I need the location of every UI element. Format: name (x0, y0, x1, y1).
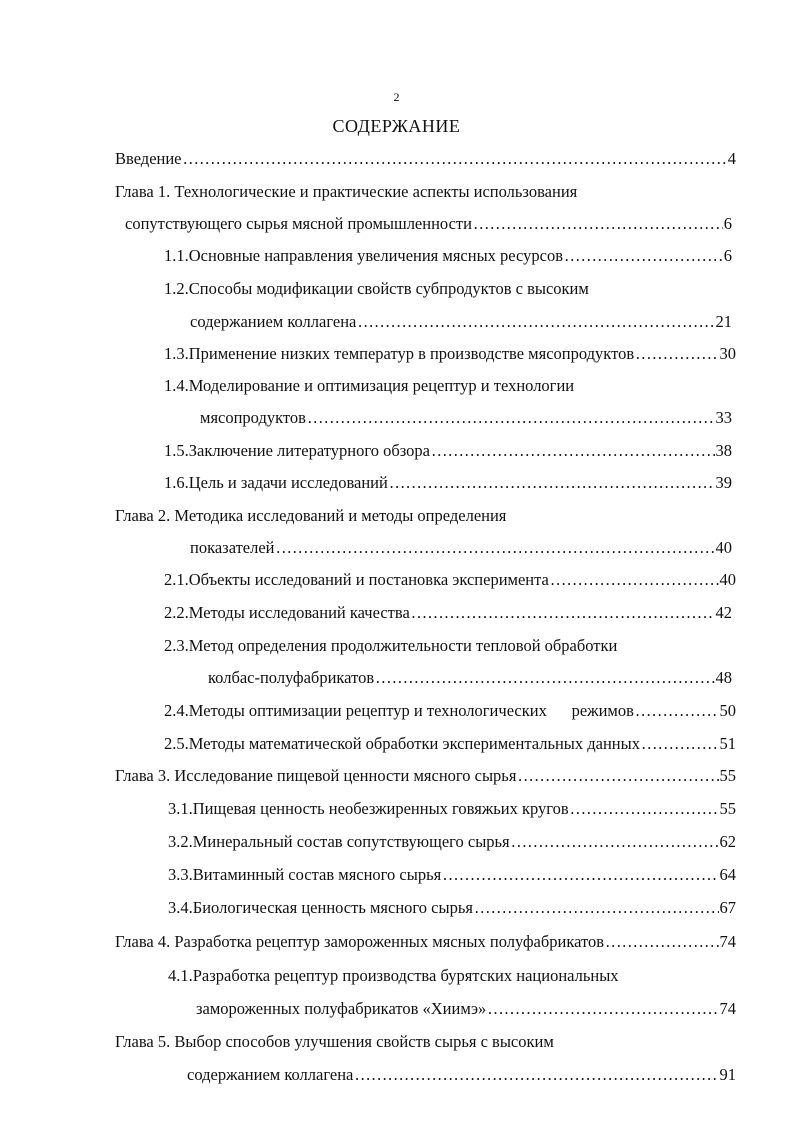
toc-entry-page: 67 (719, 898, 736, 917)
leader-dots (570, 798, 719, 820)
leader-dots (473, 213, 723, 235)
toc-entry-2-3-line-1: 2.3.Метод определения продолжительности тепловой обработки (164, 636, 618, 655)
toc-entry-page: 39 (715, 473, 732, 492)
toc-entry-text: колбас-полуфабрикатов (208, 668, 375, 687)
leader-dots (357, 311, 714, 333)
toc-entry-page: 55 (719, 799, 736, 818)
leader-dots (635, 700, 719, 722)
leader-dots (354, 1064, 718, 1086)
toc-entry-page: 4 (727, 149, 736, 168)
toc-entry-page: 6 (723, 246, 732, 265)
toc-chapter-3 (115, 765, 736, 787)
toc-entry-text: 1.6.Цель и задачи исследований (164, 473, 388, 492)
toc-entry-1-3 (164, 343, 736, 365)
toc-entry-text: 2.2.Методы исследований качества (164, 603, 410, 622)
toc-entry-1-2-line-2 (190, 311, 732, 333)
leader-dots (517, 765, 718, 787)
toc-entry-2-5 (164, 733, 736, 755)
leader-dots (605, 931, 718, 953)
leader-dots (411, 602, 715, 624)
toc-chapter-1-line-2 (125, 213, 732, 235)
toc-entry-page: 74 (719, 932, 736, 951)
toc-chapter-2-line-1: Глава 2. Методика исследований и методы определения (115, 506, 507, 525)
toc-entry-2-4 (164, 700, 736, 722)
toc-entry-page: 6 (723, 214, 732, 233)
leader-dots (375, 667, 714, 689)
page-number: 2 (393, 90, 400, 104)
toc-chapter-1-line-1: Глава 1. Технологические и практические аспекты использования (115, 182, 578, 201)
toc-entry-page: 51 (719, 734, 736, 753)
leader-dots (276, 537, 715, 559)
leader-dots (307, 407, 715, 429)
toc-entry-page: 48 (715, 668, 732, 687)
toc-entry-1-5 (164, 440, 732, 462)
toc-chapter-5-line-2 (187, 1064, 736, 1086)
toc-entry-page: 38 (715, 441, 732, 460)
toc-entry-1-4-line-1: 1.4.Моделирование и оптимизация рецептур и технологии (164, 376, 575, 395)
toc-entry-text: содержанием коллагена (187, 1065, 354, 1084)
toc-entry-text: 2.1.Объекты исследований и постановка эксперимента (164, 570, 549, 589)
toc-entry-text: показателей (190, 538, 275, 557)
toc-entry-page: 64 (719, 865, 736, 884)
toc-entry-2-3-line-2 (208, 667, 732, 689)
leader-dots (635, 343, 718, 365)
toc-chapter-2-line-2 (190, 537, 732, 559)
toc-entry-text: Глава 4. Разработка рецептур замороженных мясных полуфабрикатов (115, 932, 605, 951)
toc-entry-text: замороженных полуфабрикатов «Хиимэ» (196, 999, 487, 1018)
leader-dots (511, 831, 719, 853)
toc-entry-2-1 (164, 569, 736, 591)
toc-entry-4-1-line-2 (196, 998, 736, 1020)
toc-entry-page: 30 (719, 344, 736, 363)
toc-entry-4-1-line-1: 4.1.Разработка рецептур производства бурятских национальных (168, 966, 619, 985)
leader-dots (641, 733, 719, 755)
toc-entry-intro (115, 148, 736, 170)
toc-entry-1-1 (164, 245, 732, 267)
toc-entry-page: 91 (719, 1065, 736, 1084)
toc-entry-1-6 (164, 472, 732, 494)
toc-chapter-5-line-1: Глава 5. Выбор способов улучшения свойств сырья с высоким (115, 1032, 554, 1051)
toc-entry-text: мясопродуктов (200, 408, 306, 427)
toc-entry-3-3 (168, 864, 736, 886)
toc-entry-text: 3.1.Пищевая ценность необезжиренных говяжьих кругов (168, 799, 569, 818)
toc-entry-text: 1.3.Применение низких температур в производстве мясопродуктов (164, 344, 635, 363)
toc-entry-text: 2.5.Методы математической обработки экспериментальных данных (164, 734, 640, 753)
toc-entry-page: 33 (715, 408, 732, 427)
toc-entry-text: 2.4.Методы оптимизации рецептур и технологических режимов (164, 701, 634, 720)
toc-entry-3-4 (168, 897, 736, 919)
leader-dots (564, 245, 723, 267)
leader-dots (550, 569, 719, 591)
toc-entry-2-2 (164, 602, 732, 624)
toc-entry-text: Введение (115, 149, 182, 168)
toc-entry-page: 21 (715, 312, 732, 331)
toc-entry-3-2 (168, 831, 736, 853)
toc-entry-text: 3.3.Витаминный состав мясного сырья (168, 865, 442, 884)
toc-entry-page: 62 (719, 832, 736, 851)
toc-entry-page: 74 (719, 999, 736, 1018)
toc-entry-page: 40 (719, 570, 736, 589)
leader-dots (389, 472, 715, 494)
toc-chapter-4 (115, 931, 736, 953)
toc-entry-page: 50 (719, 701, 736, 720)
toc-entry-text: 1.5.Заключение литературного обзора (164, 441, 430, 460)
toc-entry-1-2-line-1: 1.2.Способы модификации свойств субпродуктов с высоким (164, 279, 589, 298)
toc-entry-text: 3.2.Минеральный состав сопутствующего сырья (168, 832, 510, 851)
toc-entry-1-4-line-2 (200, 407, 732, 429)
toc-entry-3-1 (168, 798, 736, 820)
toc-entry-text: содержанием коллагена (190, 312, 357, 331)
toc-entry-text: Глава 3. Исследование пищевой ценности мясного сырья (115, 766, 517, 785)
toc-entry-text: сопутствующего сырья мясной промышленности (125, 214, 472, 233)
leader-dots (183, 148, 727, 170)
toc-entry-text: 1.1.Основные направления увеличения мясных ресурсов (164, 246, 563, 265)
leader-dots (442, 864, 718, 886)
toc-entry-page: 40 (715, 538, 732, 557)
toc-title: СОДЕРЖАНИЕ (332, 116, 461, 136)
leader-dots (487, 998, 718, 1020)
leader-dots (474, 897, 719, 919)
toc-entry-page: 55 (719, 766, 736, 785)
leader-dots (431, 440, 715, 462)
toc-entry-text: 3.4.Биологическая ценность мясного сырья (168, 898, 473, 917)
toc-entry-page: 42 (715, 603, 732, 622)
